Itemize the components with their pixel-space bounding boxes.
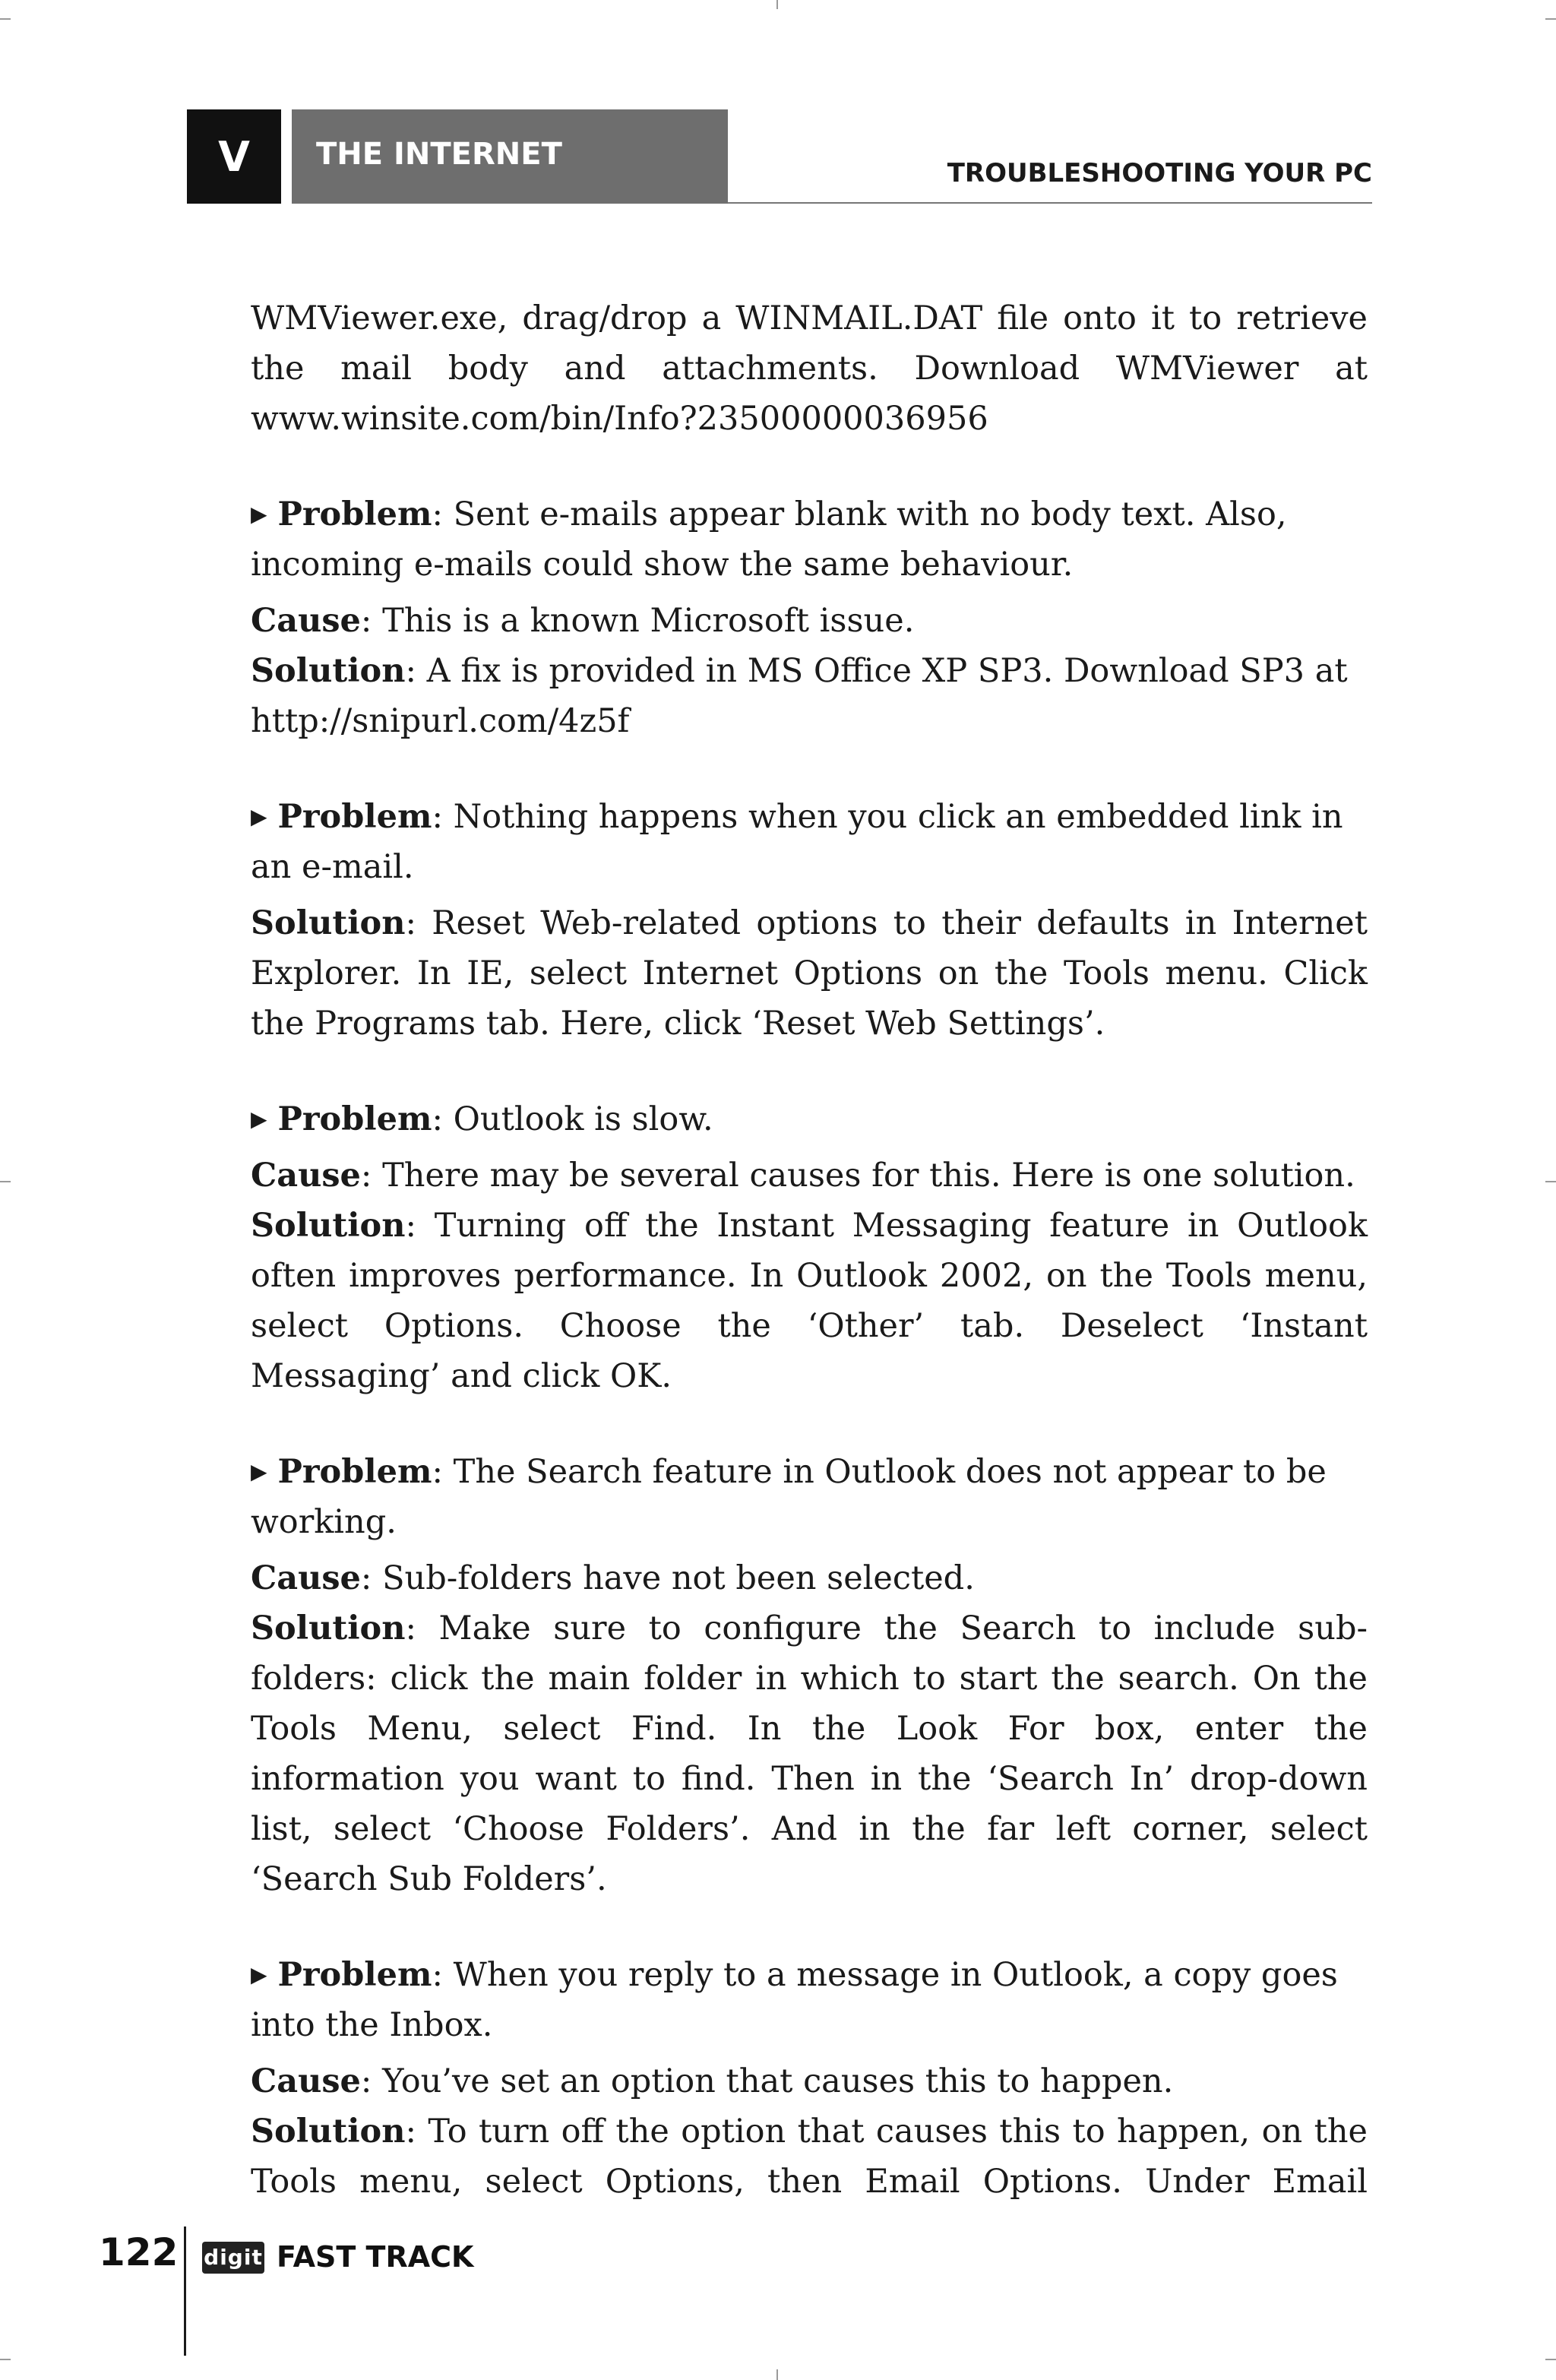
- problem-text: When you reply to a message in Outlook, a copy goes into the Inbox.: [251, 1956, 1338, 2044]
- problem-line: ▶ Problem: The Search feature in Outlook does not appear to be working.: [251, 1453, 1327, 1541]
- crop-mark: [776, 2369, 778, 2380]
- solution-line: Solution: Turning off the Instant Messaging feature in Outlook often improves performance. In Outlook 2002, on the Tools menu, select Options. Choose the ‘Other’ tab. Deselect ‘Instant Messaging’ and click OK.: [251, 1207, 1368, 1395]
- crop-mark: [0, 18, 11, 20]
- running-title: TROUBLESHOOTING YOUR PC: [947, 158, 1372, 188]
- problem-text: Outlook is slow.: [453, 1100, 713, 1138]
- digit-logo: digit: [202, 2242, 264, 2274]
- solution-label: Solution: [251, 652, 406, 690]
- solution-line: Solution: To turn off the option that causes this to happen, on the Tools menu, select Options, then Email Options. Under Email: [251, 2113, 1368, 2201]
- problem-label: Problem: [277, 798, 432, 836]
- problem-label: Problem: [277, 495, 432, 533]
- solution-label: Solution: [251, 904, 406, 942]
- page-body: [251, 293, 1368, 2207]
- solution-text: To turn off the option that causes this to happen, on the Tools menu, select Options, then Email Options. Under Email: [251, 2113, 1368, 2201]
- solution-text: Reset Web-related options to their defaults in Internet Explorer. In IE, select Internet Options on the Tools menu. Click the Programs tab. Here, click ‘Reset Web Settings’.: [251, 904, 1368, 1043]
- cause-label: Cause: [251, 602, 361, 640]
- solution-label: Solution: [251, 1207, 406, 1245]
- problem-text: The Search feature in Outlook does not appear to be working.: [251, 1453, 1327, 1541]
- crop-mark: [1545, 2359, 1556, 2360]
- problem-line: ▶ Problem: When you reply to a message in Outlook, a copy goes into the Inbox.: [251, 1956, 1338, 2044]
- problem-text: Sent e-mails appear blank with no body text. Also, incoming e-mails could show the same behaviour.: [251, 495, 1287, 584]
- problem-entry: [251, 1094, 1368, 1401]
- cause-line: Cause: Sub-folders have not been selected.: [251, 1559, 975, 1597]
- problem-entry: [251, 1447, 1368, 1904]
- problem-label: Problem: [277, 1100, 432, 1138]
- problem-line: ▶ Problem: Sent e-mails appear blank with no body text. Also, incoming e-mails could show the same behaviour.: [251, 495, 1287, 584]
- triangle-bullet-icon: ▶: [251, 804, 267, 829]
- page-number: 122: [99, 2230, 179, 2274]
- solution-text: A fix is provided in MS Office XP SP3. Download SP3 at http://snipurl.com/4z5f: [251, 652, 1348, 740]
- triangle-bullet-icon: ▶: [251, 1106, 267, 1131]
- footer-rule: [184, 2227, 186, 2356]
- crop-mark: [0, 1181, 11, 1182]
- problem-line: ▶ Problem: Nothing happens when you click an embedded link in an e-mail.: [251, 798, 1343, 886]
- problem-label: Problem: [277, 1956, 432, 1994]
- solution-label: Solution: [251, 1609, 406, 1647]
- cause-line: Cause: There may be several causes for this. Here is one solution.: [251, 1157, 1355, 1195]
- cause-text: This is a known Microsoft issue.: [382, 602, 915, 640]
- section-title: THE INTERNET: [316, 137, 562, 172]
- cause-text: Sub-folders have not been selected.: [382, 1559, 975, 1597]
- problem-entry: [251, 489, 1368, 746]
- cause-text: You’ve set an option that causes this to happen.: [382, 2062, 1174, 2100]
- cause-label: Cause: [251, 2062, 361, 2100]
- solution-line: Solution: A fix is provided in MS Office XP SP3. Download SP3 at http://snipurl.com/4z5f: [251, 652, 1348, 740]
- solution-text: Turning off the Instant Messaging feature in Outlook often improves performance. In Outlook 2002, on the Tools menu, select Options. Choose the ‘Other’ tab. Deselect ‘Instant Messaging’ and click OK.: [251, 1207, 1368, 1395]
- header-rule: [728, 202, 1372, 204]
- chapter-number: V: [218, 132, 250, 181]
- solution-line: Solution: Make sure to configure the Search to include sub-folders: click the main folder in which to start the search. On the Tools Menu, select Find. In the Look For box, enter the information you want to find. Then in the ‘Search In’ drop-down list, select ‘Choose Folders’. And in the far left corner, select ‘Search Sub Folders’.: [251, 1609, 1368, 1898]
- crop-mark: [1545, 1181, 1556, 1182]
- problem-label: Problem: [277, 1453, 432, 1491]
- triangle-bullet-icon: ▶: [251, 1962, 267, 1987]
- cause-text: There may be several causes for this. Here is one solution.: [382, 1157, 1355, 1195]
- cause-line: Cause: You’ve set an option that causes this to happen.: [251, 2062, 1174, 2100]
- solution-line: Solution: Reset Web-related options to their defaults in Internet Explorer. In IE, select Internet Options on the Tools menu. Click the Programs tab. Here, click ‘Reset Web Settings’.: [251, 904, 1368, 1043]
- crop-mark: [1545, 18, 1556, 20]
- intro-paragraph: WMViewer.exe, drag/drop a WINMAIL.DAT file onto it to retrieve the mail body and attachments. Download WMViewer at www.winsite.com/bin/Info?23500000036956: [251, 299, 1368, 438]
- chapter-number-badge: [187, 109, 281, 204]
- crop-mark: [0, 2359, 11, 2360]
- problem-entry: [251, 1950, 1368, 2207]
- section-tab: [292, 109, 728, 204]
- triangle-bullet-icon: ▶: [251, 502, 267, 527]
- cause-line: Cause: This is a known Microsoft issue.: [251, 602, 915, 640]
- problem-text: Nothing happens when you click an embedded link in an e-mail.: [251, 798, 1343, 886]
- solution-text: Make sure to configure the Search to include sub-folders: click the main folder in which to start the search. On the Tools Menu, select Find. In the Look For box, enter the information you want to find. Then in the ‘Search In’ drop-down list, select ‘Choose Folders’. And in the far left corner, select ‘Search Sub Folders’.: [251, 1609, 1368, 1898]
- solution-label: Solution: [251, 2113, 406, 2151]
- crop-mark: [776, 0, 778, 9]
- triangle-bullet-icon: ▶: [251, 1459, 267, 1484]
- problem-line: ▶ Problem: Outlook is slow.: [251, 1100, 713, 1138]
- cause-label: Cause: [251, 1559, 361, 1597]
- footer-brand: FAST TRACK: [277, 2240, 474, 2274]
- cause-label: Cause: [251, 1157, 361, 1195]
- problem-entry: [251, 792, 1368, 1049]
